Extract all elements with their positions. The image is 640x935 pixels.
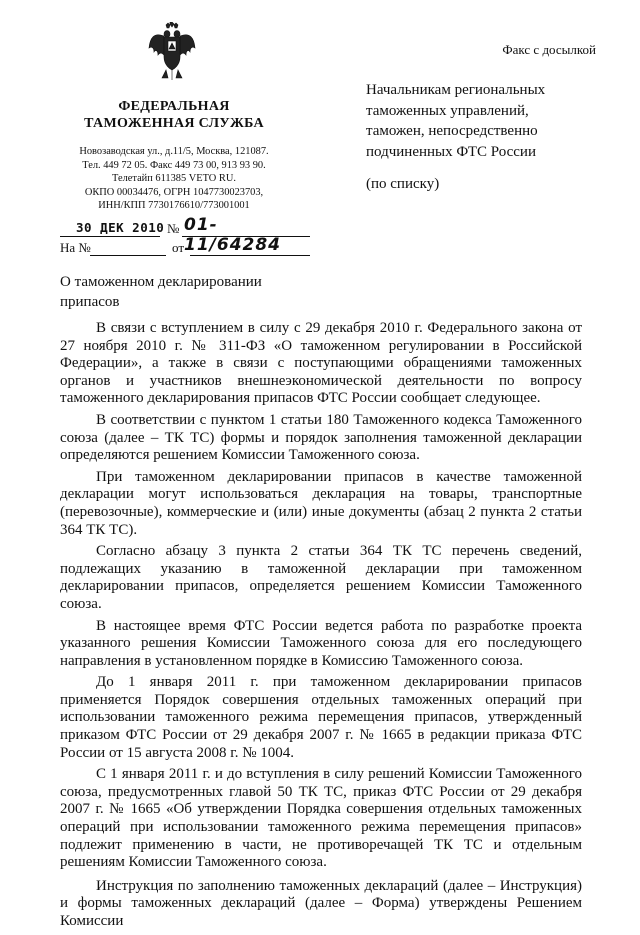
body-paragraph: В настоящее время ФТС России ведется работа по разработке проекта указанного решения Комиссии Таможенного союза для его последующего направления в установленном порядке в Комиссию Таможенного союза. [60, 617, 582, 669]
reference-from-label: от [172, 240, 185, 255]
registration-date: 30 ДЕК 2010 [76, 220, 165, 235]
recipient-line: подчиненных ФТС России [366, 143, 536, 160]
org-name-line2: ТАМОЖЕННАЯ СЛУЖБА [84, 116, 264, 131]
body-paragraph: В соответствии с пунктом 1 статьи 180 Таможенного кодекса Таможенного союза (далее – ТК ТС) формы и порядок заполнения таможенной декларации определяются решением Комиссии Таможенного союза. [60, 411, 582, 464]
letter-body [60, 320, 582, 935]
number-label: № [167, 221, 180, 236]
organization-address [52, 145, 296, 213]
body-paragraph: Инструкция по заполнению таможенных деклараций (далее – Инструкция) и формы таможенных деклараций (далее – Форма) утверждены Решением Комиссии [60, 877, 582, 929]
body-paragraph: Согласно абзацу 3 пункта 2 статьи 364 ТК ТС перечень сведений, подлежащих указанию в таможенной декларации при таможенном декларировании припасов, определяется решением Комиссии Таможенного союза. [60, 543, 582, 612]
body-paragraph: До 1 января 2011 г. при таможенном декларировании припасов применяется Порядок совершения отдельных таможенных операций при использовании таможенного режима перемещения припасов, утвержденный приказом ФТС России от 29 декабря 2007 г. № 1665 в редакции приказа ФТС России от 15 августа 2008 г. № 1004. [60, 674, 582, 761]
org-name-line1: ФЕДЕРАЛЬНАЯ [118, 99, 230, 114]
organization-name [60, 98, 288, 132]
body-paragraph: С 1 января 2011 г. и до вступления в силу решений Комиссии Таможенного союза, предусмотренных главой 50 ТК ТС, приказ ФТС России от 29 декабря 2007 г. № 1665 «Об утверждении Порядка совершения отдельных таможенных операций при использовании таможенного режима перемещения припасов» подлежит применению в части, не противоречащей ТК ТС и отдельным решениям Комиссии Таможенного союза. [60, 766, 582, 871]
address-line: Новозаводская ул., д.11/5, Москва, 121087. [79, 146, 269, 157]
address-line: ИНН/КПП 7730176610/773001001 [98, 200, 250, 212]
recipient-block [366, 80, 545, 162]
date-underline [60, 236, 160, 237]
coat-of-arms-emblem-icon [148, 22, 196, 82]
address-line: Телетайп 611385 VETO RU. [112, 173, 236, 185]
subject-line: О таможенном декларировании [60, 274, 262, 290]
registration-number: 01-11/64284 [184, 215, 282, 255]
reference-number-line [90, 255, 166, 256]
recipient-list-note: (по списку) [366, 176, 440, 192]
reference-number-label: На № [60, 240, 91, 255]
address-line: ОКПО 00034476, ОГРН 1047730023703, [84, 186, 264, 198]
body-paragraph: В связи с вступлением в силу с 29 декабря 2010 г. Федерального закона от 27 ноября 2010 г. № 311-ФЗ «О таможенном регулировании в Российской Федерации», а также в связи с поступающими обращениями таможенных органов и участников внешнеэкономической деятельности по вопросу таможенного декларирования припасов ФТС России сообщает следующее. [60, 320, 582, 407]
reference-date-line [190, 255, 310, 256]
number-underline [182, 236, 310, 237]
address-line: Тел. 449 72 05. Факс 449 73 00, 913 93 90. [82, 159, 266, 171]
letter-subject [60, 272, 320, 312]
reference-row [60, 240, 310, 260]
recipient-line: таможенных управлений, [366, 102, 529, 119]
recipient-line: Начальникам региональных [366, 82, 546, 98]
recipient-line: таможен, непосредственно [366, 123, 538, 139]
fax-note: Факс с досылкой [502, 42, 596, 57]
subject-line: припасов [60, 294, 120, 310]
body-paragraph: При таможенном декларировании припасов в качестве таможенной декларации могут использоваться декларация на товары, транспортные (перевозочные), коммерческие и (или) иные документы (абзац 2 пункта 2 статьи 364 ТК ТС). [60, 468, 582, 538]
